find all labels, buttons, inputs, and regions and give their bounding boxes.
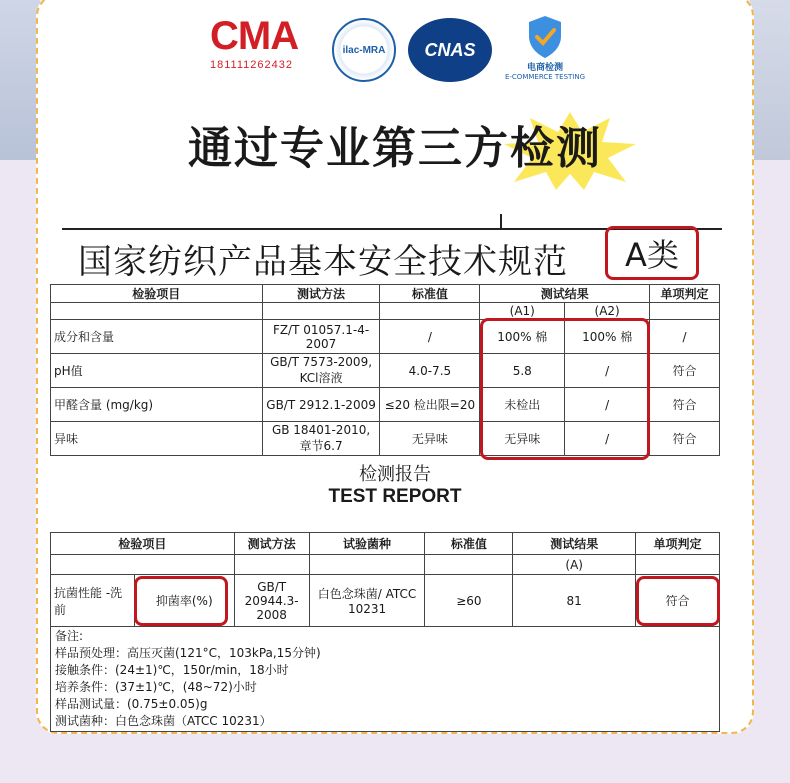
row2-method: GB/T 20944.3-2008 (234, 575, 309, 627)
row2-strain: 白色念珠菌/ ATCC 10231 (309, 575, 425, 627)
row-verdict: 符合 (650, 388, 720, 422)
test-notes (50, 626, 720, 732)
table2-header-row (51, 533, 720, 555)
row-a1: 100% 棉 (480, 320, 565, 354)
row-standard: ≤20 检出限=20 (380, 388, 480, 422)
note-line: 接触条件：(24±1)℃，150r/min，18小时 (55, 663, 289, 677)
row-standard: / (380, 320, 480, 354)
row2-result: 81 (513, 575, 636, 627)
row-method: GB 18401-2010, 章节6.7 (262, 422, 380, 456)
row-a2: / (565, 388, 650, 422)
row-a1: 未检出 (480, 388, 565, 422)
cma-number: 181111262432 (210, 59, 293, 71)
header2-result: 测试结果 (513, 533, 636, 555)
row2-standard: ≥60 (425, 575, 513, 627)
note-line: 备注: (55, 629, 84, 643)
report-title-en: TEST REPORT (328, 486, 462, 507)
row2-item: 抗菌性能 -洗前 (51, 575, 135, 627)
results-highlight-box (480, 318, 650, 460)
row-method: GB/T 7573-2009, KCl溶液 (262, 354, 380, 388)
ecommerce-label-en: E-COMMERCE TESTING (504, 73, 586, 81)
header-result: 测试结果 (480, 285, 650, 303)
grade-badge (605, 226, 699, 280)
subheader-a1: (A1) (480, 303, 565, 320)
row-standard: 无异味 (380, 422, 480, 456)
header2-item: 检验项目 (51, 533, 235, 555)
ecommerce-label-cn: 电商检测 (526, 63, 563, 73)
cnas-text: CNAS (424, 39, 476, 60)
standard-title: 国家纺织产品基本安全技术规范 (78, 242, 568, 282)
cnas-logo (408, 18, 492, 82)
shield-check-icon (525, 14, 565, 60)
row-method: GB/T 2912.1-2009 (262, 388, 380, 422)
ilac-mra-logo (332, 18, 396, 82)
row2-verdict: 符合 (636, 575, 720, 627)
table-subheader-row (51, 303, 720, 320)
divider-tick (500, 214, 502, 228)
ilac-mra-text: ilac-MRA (342, 44, 386, 56)
row-standard: 4.0-7.5 (380, 354, 480, 388)
subitem-highlight-box (134, 576, 228, 626)
certification-logos (210, 12, 590, 92)
cma-logo (210, 14, 310, 71)
note-line: 样品预处理：高压灭菌(121°C，103kPa,15分钟) (55, 646, 321, 660)
header2-standard: 标准值 (425, 533, 513, 555)
subheader2-a: (A) (513, 555, 636, 575)
cma-logo-text: CMA (210, 14, 299, 58)
row-verdict: / (650, 320, 720, 354)
table2-subheader-row (51, 555, 720, 575)
row-a2: / (565, 354, 650, 388)
report-title-cn: 检测报告 (359, 464, 431, 485)
header-item: 检验项目 (51, 285, 263, 303)
header-standard: 标准值 (380, 285, 480, 303)
header2-verdict: 单项判定 (636, 533, 720, 555)
row-a2: / (565, 422, 650, 456)
row-item: 异味 (51, 422, 263, 456)
row-a1: 无异味 (480, 422, 565, 456)
header-method: 测试方法 (262, 285, 380, 303)
row-a1: 5.8 (480, 354, 565, 388)
table-header-row (51, 285, 720, 303)
row-verdict: 符合 (650, 354, 720, 388)
row-item: pH值 (51, 354, 263, 388)
row-verdict: 符合 (650, 422, 720, 456)
row-item: 成分和含量 (51, 320, 263, 354)
row-a2: 100% 棉 (565, 320, 650, 354)
header-verdict: 单项判定 (650, 285, 720, 303)
verdict-highlight-box (636, 576, 720, 626)
row-method: FZ/T 01057.1-4-2007 (262, 320, 380, 354)
note-line: 培养条件：(37±1)℃，(48~72)小时 (55, 680, 257, 694)
note-line: 样品测试量：(0.75±0.05)g (55, 697, 208, 711)
header2-method: 测试方法 (234, 533, 309, 555)
ecommerce-testing-logo (500, 14, 590, 81)
headline: 通过专业第三方检测 (188, 123, 602, 174)
grade-label: A类 (625, 236, 679, 274)
note-line: 测试菌种：白色念珠菌（ATCC 10231） (55, 714, 272, 728)
row-item: 甲醛含量 (mg/kg) (51, 388, 263, 422)
header2-strain: 试验菌种 (309, 533, 425, 555)
subheader-a2: (A2) (565, 303, 650, 320)
row2-subitem: 抑菌率(%) (134, 575, 234, 627)
